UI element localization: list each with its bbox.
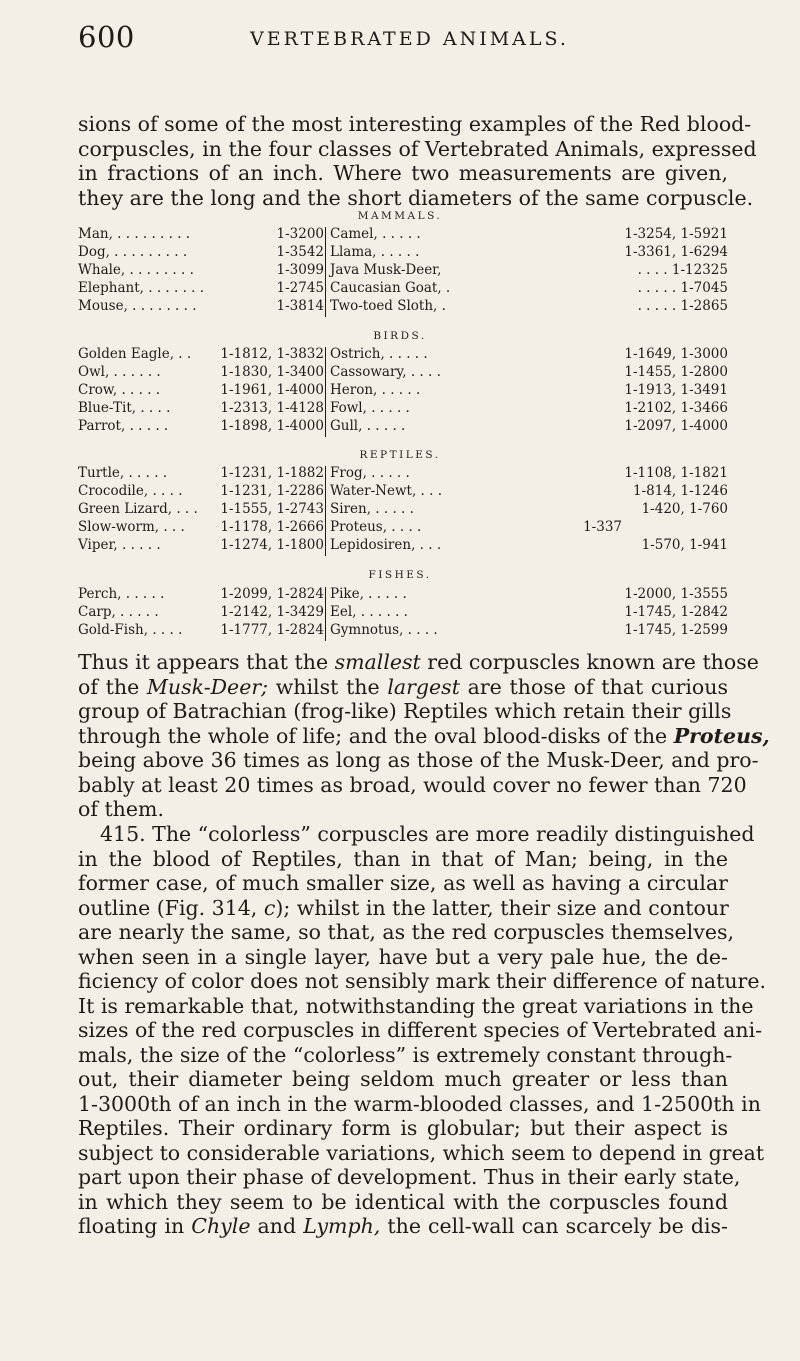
measurement: 1-3814 [276,298,324,314]
species-name: Parrot, . . . . . [78,418,169,434]
measurement: 1-1830, 1-3400 [220,364,324,380]
measurement: 1-1455, 1-2800 [624,364,728,380]
measurement: . . . . . 1-7045 [637,280,728,296]
species-name: Slow-worm, . . . [78,519,185,535]
text-line: group of Batrachian (frog-like) Reptiles which retain their gills [78,699,732,723]
measurement: 1-337 [583,519,622,535]
measurement: . . . . . 1-2865 [637,298,728,314]
measurement: 1-2000, 1-3555 [624,586,728,602]
table-row [78,537,728,555]
species-name: Two-toed Sloth, . [330,298,446,314]
emphasis: Musk-Deer; [146,674,269,699]
text-line: 415. The “colorless” corpuscles are more readily distinguished [100,822,755,846]
table-row [78,364,728,382]
species-name: Proteus, . . . . [330,519,422,535]
text-line: being above 36 times as long as those of the Musk-Deer, and pro- [78,748,759,772]
intro-line: sions of some of the most interesting examples of the Red blood- [78,112,752,136]
measurement: 1-1108, 1-1821 [624,465,728,481]
measurement: 1-3542 [276,244,324,260]
table-row [78,244,728,262]
text-line: out, their diameter being seldom much greater or less than [78,1067,728,1091]
text-line: ficiency of color does not sensibly mark their difference of nature. [78,969,766,993]
species-name: Crocodile, . . . . [78,483,183,499]
measurement: 1-2313, 1-4128 [220,400,324,416]
text-run: are those of that curious [459,674,728,699]
table-row [78,418,728,436]
text-run: of the [78,674,147,699]
text-run: through the whole of life; and the oval blood-disks of the [78,723,674,748]
measurement: 1-570, 1-941 [641,537,728,553]
text-run: whilst the [268,674,388,699]
text-run: outline (Fig. 314, [78,895,264,920]
emphasis: c [263,895,276,920]
measurement: 1-1777, 1-2824 [220,622,324,638]
species-name: Carp, . . . . . [78,604,159,620]
text-line: sizes of the red corpuscles in different species of Vertebrated ani- [78,1018,763,1042]
measurement: 1-1555, 1-2743 [220,501,324,517]
table-row [78,604,728,622]
species-name: Man, . . . . . . . . . [78,226,191,242]
species-name: Mouse, . . . . . . . . [78,298,197,314]
text-run: the cell-wall can scarcely be dis- [380,1214,728,1238]
table-row [78,382,728,400]
species-name: Perch, . . . . . [78,586,165,602]
measurement: 1-1178, 1-2666 [220,519,324,535]
text-line: subject to considerable variations, which seem to depend in great [78,1140,765,1165]
text-line: former case, of much smaller size, as well as having a circular [78,871,728,895]
measurement: 1-1745, 1-2842 [624,604,728,620]
species-name: Cassowary, . . . . [330,364,441,380]
running-title: VERTEBRATED ANIMALS. [250,28,569,50]
measurement: 1-2097, 1-4000 [624,418,728,434]
measurement: 1-2745 [276,280,324,296]
text-line: mals, the size of the “colorless” is extremely constant through- [78,1042,733,1067]
species-name: Water-Newt, . . . [330,483,443,499]
measurement: 1-1649, 1-3000 [624,346,728,362]
text-line [78,675,728,700]
measurement: . . . . 1-12325 [637,262,728,278]
measurement: 1-3099 [276,262,324,278]
measurement: 1-2102, 1-3466 [624,400,728,416]
measurement: 1-3361, 1-6294 [624,244,728,260]
text-line: 1-3000th of an inch in the warm-blooded classes, and 1-2500th in [78,1091,761,1116]
intro-paragraph [78,112,757,210]
measurement: 1-1898, 1-4000 [220,418,324,434]
species-name: Camel, . . . . . [330,226,421,242]
text-line [78,896,728,921]
species-name: Whale, . . . . . . . . [78,262,194,278]
text-run: red corpuscles known are those [420,650,759,674]
text-line: in which they seem to be identical with the corpuscles found [78,1189,728,1214]
table-row [78,465,728,483]
table-row [78,519,728,537]
measurement: 1-1812, 1-3832 [220,346,324,362]
measurement: 1-3200 [276,226,324,242]
table-row [78,483,728,501]
table-row [78,501,728,519]
table-row [78,346,728,364]
species-name: Turtle, . . . . . [78,465,168,481]
species-name: Eel, . . . . . . [330,604,408,620]
text-run: ); whilst in the latter, their size and contour [275,895,729,920]
table-row [78,622,728,640]
species-name: Golden Eagle, . . [78,346,192,362]
emphasis: Chyle [191,1214,251,1238]
text-line: when seen in a single layer, have but a very pale hue, the de- [78,944,728,969]
section-heading-mammals: MAMMALS. [357,210,443,222]
species-name: Java Musk-Deer, [330,262,442,278]
measurement: 1-2142, 1-3429 [220,604,324,620]
measurement: 1-2099, 1-2824 [220,586,324,602]
species-name: Green Lizard, . . . [78,501,198,517]
body-paragraph-1 [78,650,770,822]
species-name: Frog, . . . . . [330,465,410,481]
species-name: Gold-Fish, . . . . [78,622,183,638]
table-row [78,400,728,418]
text-line [78,650,759,675]
species-name: Gull, . . . . . [330,418,406,434]
emphasis: largest [387,674,460,699]
table-row [78,262,728,280]
intro-line: they are the long and the short diameters of the same corpuscle. [78,185,754,210]
section-heading-reptiles: REPTILES. [359,449,441,461]
table-row [78,298,728,316]
page-number: 600 [78,20,135,54]
intro-line: corpuscles, in the four classes of Vertebrated Animals, expressed [78,136,757,161]
text-run: floating in [78,1214,192,1238]
measurement: 1-1913, 1-3491 [624,382,728,398]
text-line [78,723,770,749]
emphasis: Lymph, [303,1214,381,1238]
species-name: Fowl, . . . . . [330,400,410,416]
species-name: Siren, . . . . . [330,501,414,517]
text-line: It is remarkable that, notwithstanding the great variations in the [78,993,754,1018]
section-heading-fishes: FISHES. [368,569,432,581]
table-row [78,280,728,298]
text-run: and [250,1214,304,1238]
measurement: 1-814, 1-1246 [632,483,728,499]
measurement: 1-1274, 1-1800 [220,537,324,553]
species-name: Llama, . . . . . [330,244,420,260]
emphasis: Proteus, [673,723,770,748]
table-row [78,226,728,244]
text-line: part upon their phase of development. Thus in their early state, [78,1165,741,1189]
species-name: Blue-Tit, . . . . [78,400,171,416]
species-name: Elephant, . . . . . . . [78,280,205,296]
table-row [78,586,728,604]
species-name: Ostrich, . . . . . [330,346,428,362]
species-name: Crow, . . . . . [78,382,161,398]
text-line [78,1214,728,1239]
measurement: 1-420, 1-760 [641,501,728,517]
species-name: Owl, . . . . . . [78,364,161,380]
species-name: Viper, . . . . . [78,537,161,553]
emphasis: smallest [334,650,421,674]
measurement: 1-3254, 1-5921 [624,226,728,242]
body-paragraph-2 [78,822,766,1239]
measurement: 1-1961, 1-4000 [220,382,324,398]
text-line: of them. [78,797,164,821]
text-line: Reptiles. Their ordinary form is globular; but their aspect is [78,1116,728,1140]
species-name: Dog, . . . . . . . . . [78,244,188,260]
running-head [78,20,722,60]
text-line: bably at least 20 times as broad, would cover no fewer than 720 [78,772,747,797]
table-reptiles [78,465,728,555]
table-fishes [78,586,728,640]
species-name: Caucasian Goat, . [330,280,451,296]
measurement: 1-1745, 1-2599 [624,622,728,638]
table-birds [78,346,728,436]
species-name: Pike, . . . . . [330,586,407,602]
text-run: Thus it appears that the [78,650,335,674]
text-line: are nearly the same, so that, as the red corpuscles themselves, [78,920,734,944]
table-mammals [78,226,728,316]
intro-line: in fractions of an inch. Where two measurements are given, [78,161,728,185]
section-heading-birds: BIRDS. [373,330,427,342]
text-line: in the blood of Reptiles, than in that of Man; being, in the [78,846,728,871]
species-name: Heron, . . . . . [330,382,421,398]
measurement: 1-1231, 1-1882 [220,465,324,481]
species-name: Gymnotus, . . . . [330,622,438,638]
species-name: Lepidosiren, . . . [330,537,442,553]
measurement: 1-1231, 1-2286 [220,483,324,499]
